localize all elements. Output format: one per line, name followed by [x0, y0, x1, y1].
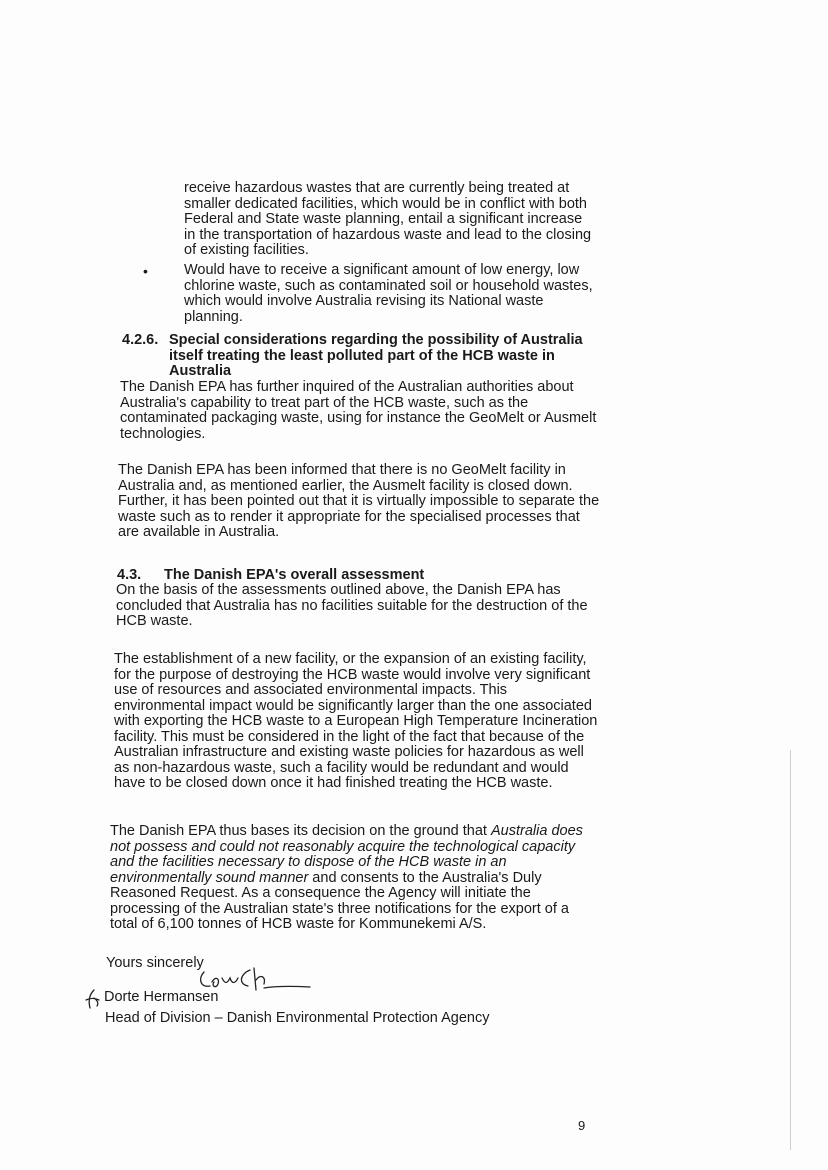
paragraph-4-3-b: The establishment of a new facility, or the expansion of an existing facility, for the purpose of destroying the HCB waste would involve very significant use of resources and associated environmental impacts. This environmental impact would be significantly larger than the one associated with exporting the HCB waste to a European High Temperature Incineration facility. This must be considered in the light of the fact that because of the Australian infrastructure and existing waste policies for hazardous as well as non-hazardous waste, such a facility would be redundant and would have to be closed down once it had finished treating the HCB waste. [114, 651, 598, 791]
paragraph-4-3-a: On the basis of the assessments outlined above, the Danish EPA has concluded that Australia has no facilities suitable for the destruction of the HCB waste. [116, 582, 588, 629]
section-heading-4-2-6: Special considerations regarding the possibility of Australia itself treating the least polluted part of the HCB waste in Australia [169, 332, 583, 379]
per-procurationem-mark [84, 988, 102, 1010]
decision-tail-text: and consents to the Australia's Duly Reasoned Request. As a consequence the Agency will initiate the processing of the Australian state's three notifications for the export of a total of 6,100 tonnes of HCB waste for Kommunekemi A/S. [110, 869, 569, 932]
paragraph-4-2-6-a: The Danish EPA has further inquired of the Australian authorities about Australia's capability to treat part of the HCB waste, such as the contaminated packaging waste, using for instance the GeoMelt or Ausmelt technologies. [120, 379, 597, 442]
section-heading-4-3: The Danish EPA's overall assessment [164, 567, 425, 583]
bullet-marker: • [143, 263, 148, 279]
paragraph-4-2-6-b: The Danish EPA has been informed that there is no GeoMelt facility in Australia and, as mentioned earlier, the Ausmelt facility is closed down. Further, it has been pointed out that it is virtually impossible to separate the waste such as to render it appropriate for the specialised processes that are available in Australia. [118, 462, 600, 540]
continued-bullet-text: receive hazardous wastes that are currently being treated at smaller dedicated facilities, which would be in conflict with both Federal and State waste planning, entail a significant increase in the transportation of hazardous waste and lead to the closing of existing facilities. [184, 180, 592, 258]
paragraph-4-3-decision [110, 824, 596, 933]
decision-lead-text: The Danish EPA thus bases its decision on the ground that [110, 823, 491, 839]
signatory-title: Head of Division – Danish Environmental Protection Agency [105, 1010, 490, 1026]
signatory-name: Dorte Hermansen [104, 989, 219, 1005]
page-number: 9 [578, 1118, 586, 1133]
bullet-text: Would have to receive a significant amount of low energy, low chlorine waste, such as contaminated soil or household wastes, which would involve Australia revising its National waste planning. [184, 262, 593, 325]
decision-italic-text: Australia does not possess and could not reasonably acquire the technological capacity and the facilities necessary to dispose of the HCB waste in an environmentally sound manner [110, 823, 583, 886]
section-number-4-3: 4.3. [117, 567, 142, 583]
closing-salutation: Yours sincerely [106, 955, 204, 971]
scan-edge-line [790, 750, 791, 1150]
section-number-4-2-6: 4.2.6. [122, 332, 159, 348]
